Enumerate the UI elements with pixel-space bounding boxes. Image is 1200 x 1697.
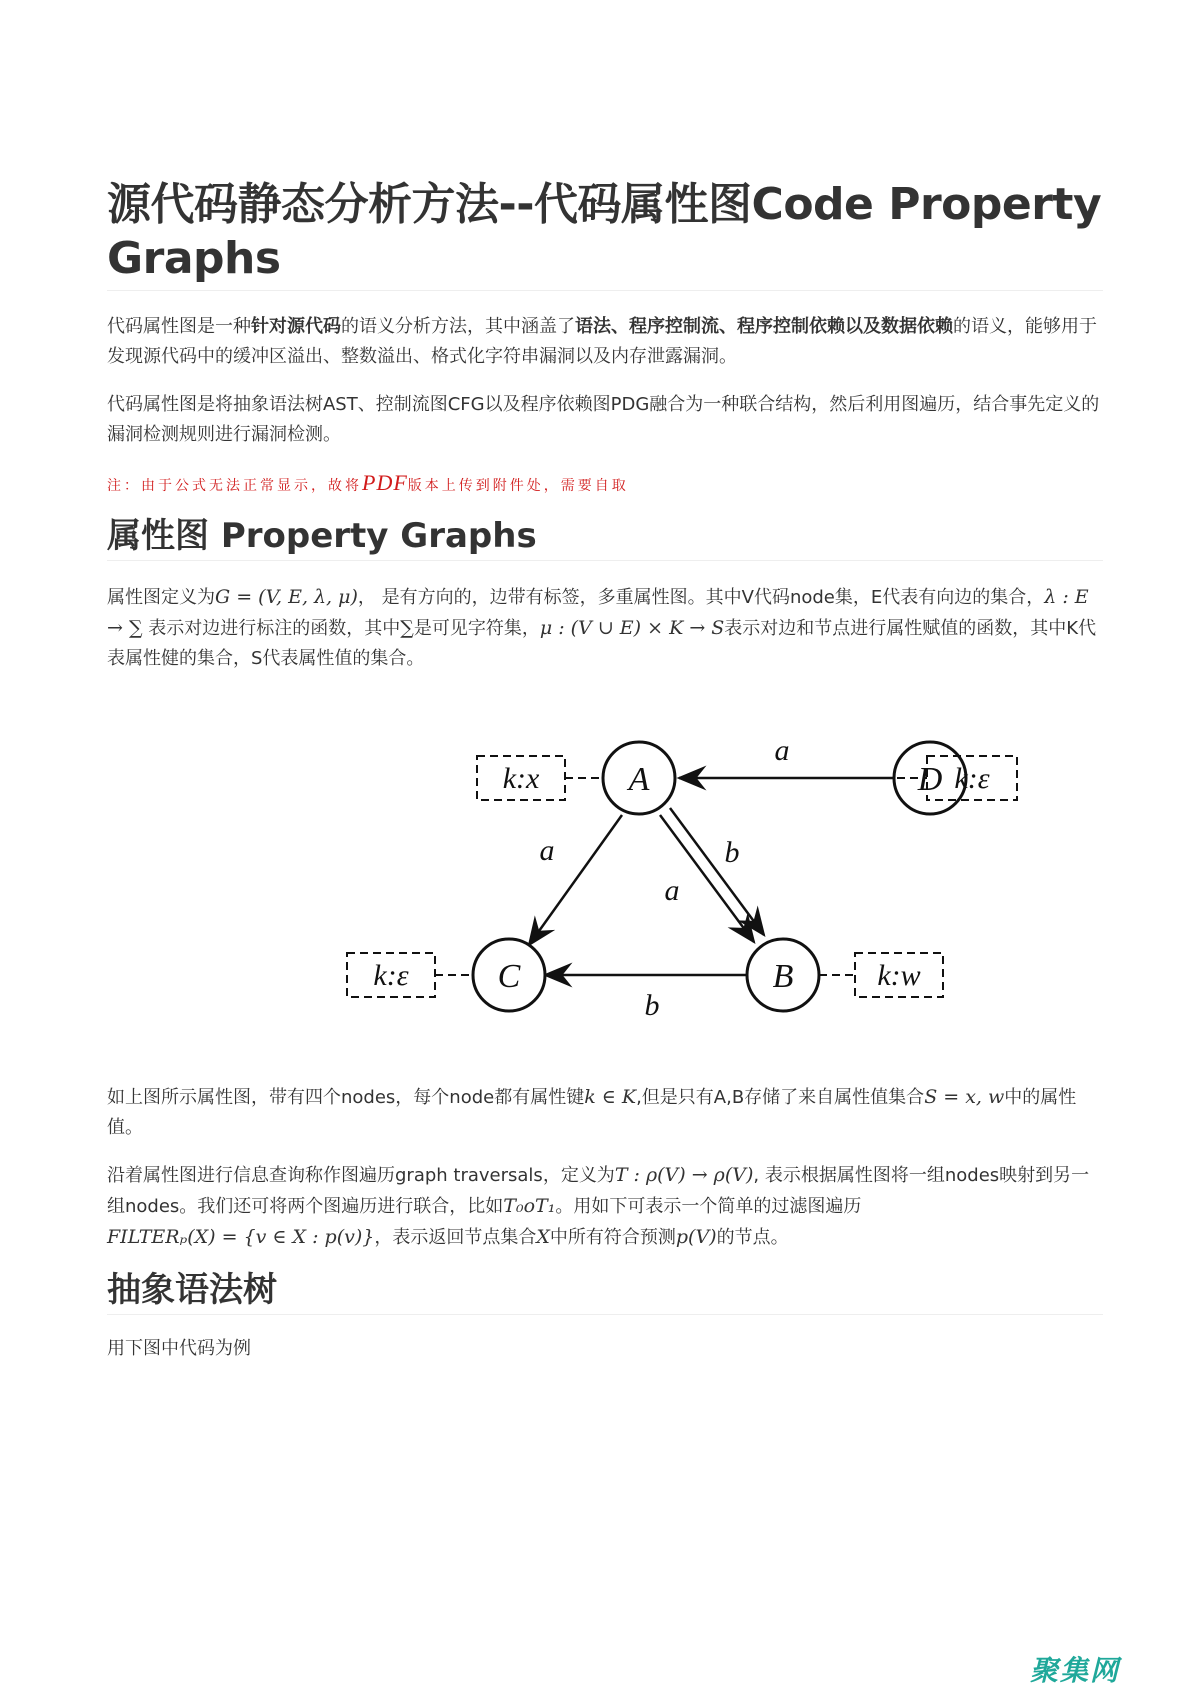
text: 属性图定义为 bbox=[107, 587, 215, 608]
text: , 表示根据属性图将一组nodes映射到另一组nodes。我们还可将两个图遍历进行联合，比如 bbox=[107, 1165, 1090, 1217]
math-formula: G = (V, E, λ, μ) bbox=[215, 586, 358, 608]
section-divider bbox=[107, 560, 1103, 561]
property-box-d-wrapper bbox=[897, 740, 1037, 820]
bold-text: 语法、程序控制流、程序控制依赖以及数据依赖 bbox=[575, 316, 953, 337]
math-formula: T₀oT₁ bbox=[503, 1195, 556, 1217]
property-graph-definition bbox=[107, 582, 1103, 674]
section-divider bbox=[107, 1314, 1103, 1315]
text: 中所有符合预测 bbox=[549, 1227, 676, 1248]
text: 如上图所示属性图，带有四个nodes，每个node都有属性键 bbox=[107, 1087, 585, 1108]
section-heading-ast: 抽象语法树 bbox=[107, 1270, 277, 1310]
text: 的语义，能够用于发现源代码中的缓冲区溢出、整数溢出、格式化字符串漏洞以及内存泄露漏洞。 bbox=[107, 316, 1097, 367]
text: 。用如下可表示一个简单的过滤图遍历 bbox=[555, 1196, 862, 1217]
math-formula: X bbox=[536, 1226, 550, 1248]
note-pdf-text: PDF bbox=[362, 470, 408, 495]
text: 中的属性值。 bbox=[107, 1087, 1077, 1138]
edge-label: b bbox=[724, 836, 740, 869]
edge-label: a bbox=[539, 834, 555, 867]
math-formula: FILTERₚ(X) = {v ∈ X : p(v)} bbox=[107, 1226, 375, 1248]
text: ,但是只有A,B存储了来自属性值集合 bbox=[636, 1087, 925, 1108]
math-formula: μ : (V ∪ E) × K → S bbox=[539, 617, 725, 639]
math-formula: ∑ bbox=[400, 617, 414, 639]
node-label: D bbox=[917, 761, 943, 798]
pdf-note bbox=[107, 470, 629, 496]
title-divider bbox=[107, 290, 1103, 291]
math-formula: T : ρ(V) → ρ(V) bbox=[614, 1164, 754, 1186]
math-formula: p(V) bbox=[675, 1226, 717, 1248]
edge-label: a bbox=[664, 874, 680, 907]
text: 沿着属性图进行信息查询称作图遍历graph traversals，定义为 bbox=[107, 1165, 615, 1186]
property-graph-figure bbox=[227, 720, 1007, 1020]
property-label-b: k:w bbox=[877, 959, 921, 992]
math-formula: k ∈ K bbox=[584, 1086, 637, 1108]
math-formula: S = x, w bbox=[924, 1086, 1005, 1108]
edge-a-to-b-b bbox=[670, 808, 764, 935]
ast-paragraph: 用下图中代码为例 bbox=[107, 1338, 251, 1359]
property-label-d: k:ε bbox=[954, 762, 990, 795]
math-formula: λ : E → ∑ bbox=[107, 586, 1089, 639]
property-label-a: k:x bbox=[502, 762, 540, 795]
text: ，表示返回节点集合 bbox=[374, 1227, 537, 1248]
node-label: C bbox=[497, 958, 521, 995]
intro-paragraph-1 bbox=[107, 312, 1103, 372]
text: ， 是有方向的，边带有标签，多重属性图。其中V代码node集，E代表有向边的集合， bbox=[357, 587, 1045, 608]
property-label-c: k:ε bbox=[373, 959, 409, 992]
note-text: 版本上传到附件处，需要自取 bbox=[407, 478, 629, 494]
text: 的节点。 bbox=[716, 1227, 789, 1248]
node-label: B bbox=[772, 958, 794, 995]
figure-explanation bbox=[107, 1082, 1103, 1143]
graph-traversal-paragraph bbox=[107, 1160, 1103, 1253]
bold-text: 针对源代码 bbox=[251, 316, 341, 337]
node-label: A bbox=[628, 761, 650, 798]
page-title: 源代码静态分析方法--代码属性图Code Property Graphs bbox=[107, 179, 1102, 284]
note-text: 注：由于公式无法正常显示，故将 bbox=[107, 478, 362, 494]
section-heading-property-graphs: 属性图 Property Graphs bbox=[107, 516, 537, 556]
text: 表示对边进行标注的函数，其中 bbox=[142, 618, 401, 639]
text: 是可见字符集， bbox=[413, 618, 540, 639]
text: 的语义分析方法，其中涵盖了 bbox=[341, 316, 575, 337]
edge-label: a bbox=[774, 734, 790, 767]
text: 代码属性图是一种 bbox=[107, 316, 251, 337]
site-watermark-logo: 聚集网 bbox=[1029, 1654, 1120, 1687]
intro-paragraph-2: 代码属性图是将抽象语法树AST、控制流图CFG以及程序依赖图PDG融合为一种联合结构，然后利用图遍历，结合事先定义的漏洞检测规则进行漏洞检测。 bbox=[107, 394, 1100, 445]
text: 表示对边和节点进行属性赋值的函数，其中K代表属性健的集合，S代表属性值的集合。 bbox=[107, 618, 1097, 669]
edge-label: b bbox=[644, 989, 660, 1020]
